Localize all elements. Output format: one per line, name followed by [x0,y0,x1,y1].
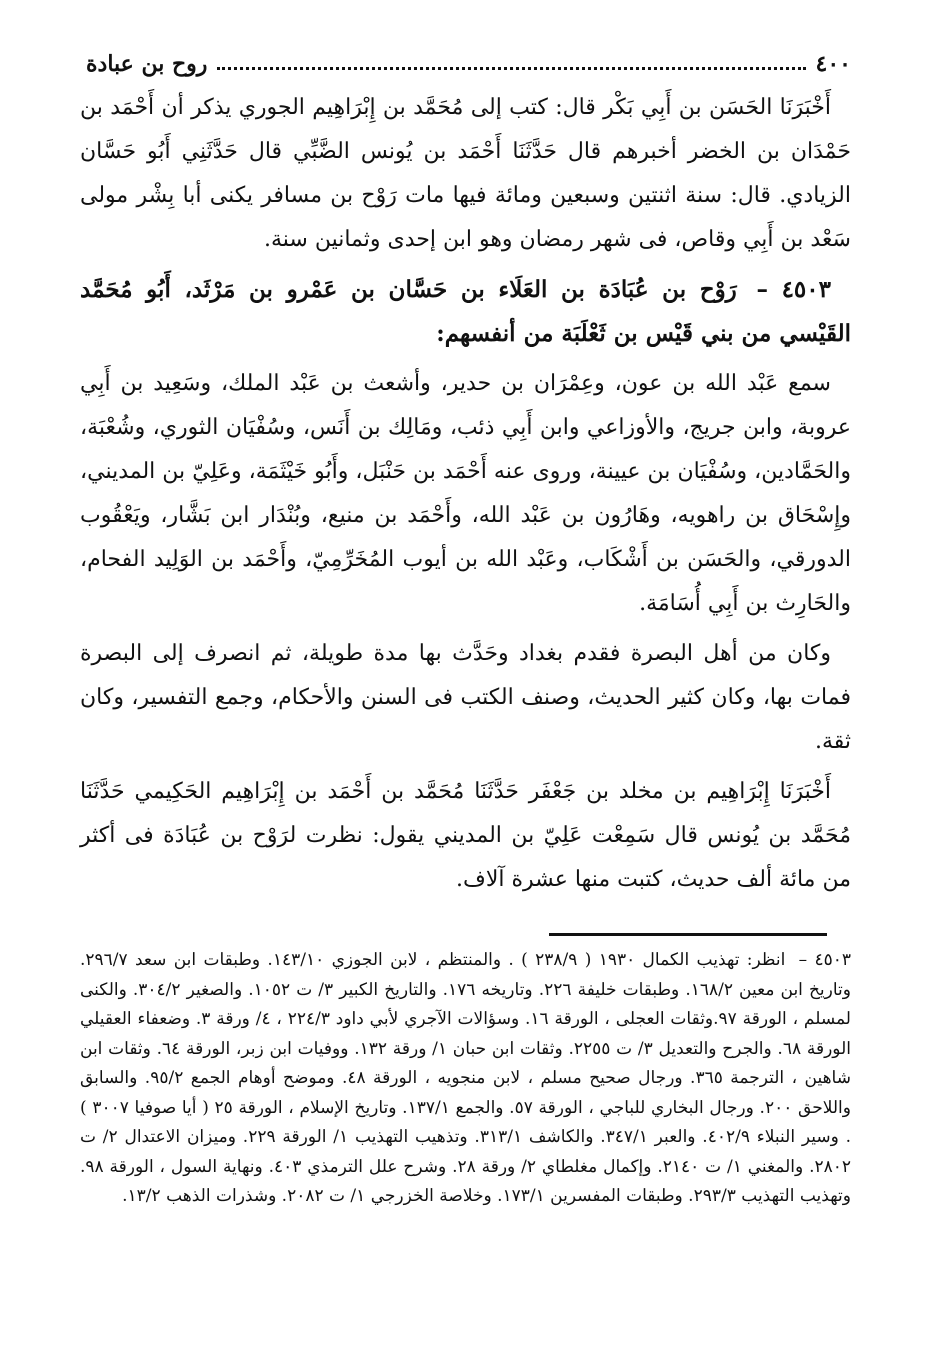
entry-heading [80,268,851,356]
running-header [86,44,851,84]
paragraph-biography: وكان من أهل البصرة فقدم بغداد وحَدَّث بها مدة طويلة، ثم انصرف إلى البصرة فمات بها، وكان كثير الحديث، وصنف الكتب فى السنن والأحكام، وجمع التفسير، وكان ثقة. [80,641,851,754]
footnote-text: انظر: تهذيب الكمال ١٩٣٠ ( ٢٣٨/٩ ) . والمنتظم ، لابن الجوزي ١٤٣/١٠. وطبقات ابن سعد ٢٩٦/٧. وتاريخ ابن معين ١٦٨/٢. وطبقات خليفة ٢٢٦. وتاريخه ١٧٦. والتاريخ الكبير ٣/ ت ١٠٥٢. والصغير ٣٠٤/٢. والكنى لمسلم ، الورقة ٩٧.وثقات العجلى ، الورقة ١٦. وسؤالات الآجري لأبي داود ٢٢٤/٣ ، ٤/ ورقة ٣. وضعفاء العقيلي الورقة ٦٨. والجرح والتعديل ٣/ ت ٢٢٥٥. وثقات ابن حبان ١/ ورقة ١٣٢. ووفيات ابن زبر، الورقة ٦٤. وثقات ابن شاهين ، الترجمة ٣٦٥. ورجال صحيح مسلم ، لابن منجويه ، الورقة ٤٨. وموضح أوهام الجمع ٩٥/٢. والسابق واللاحق ٢٠٠. ورجال البخاري للباجي ، الورقة ٥٧. والجمع ١٣٧/١. وتاريخ الإسلام ، الورقة ٢٥ ( أيا صوفيا ٣٠٠٧ ) . وسير النبلاء ٤٠٢/٩. والعبر ٣٤٧/١. والكاشف ٣١٣/١. وتذهيب التهذيب ١/ الورقة ٢٢٩. وميزان الاعتدال ٢/ ت ٢٨٠٢. والمغني ١/ ت ٢١٤٠. وإكمال مغلطاي ٢/ ورقة ٢٨. وشرح علل الترمذي ٤٠٣. ونهاية السول ، الورقة ٩٨. وتهذيب التهذيب ٢٩٣/٣. وطبقات المفسرين ١٧٣/١. وخلاصة الخزرجي ١/ ت ٢٠٨٢. وشذرات الذهب ١٣/٢. [80,950,852,1206]
paragraph-isnad-2: أَخْبَرَنَا إِبْرَاهِيم بن مخلد بن جَعْفَر حَدَّثَنَا مُحَمَّد بن أَحْمَد بن إِبْرَاهِيم الحَكِيمي حَدَّثَنَا مُحَمَّد بن يُونس قال سَمِعْت عَلِيّ بن المديني يقول: نظرت لرَوْح بن عُبَادَة فى أكثر من مائة ألف حديث، كتبت منها عشرة آلاف. [80,779,851,892]
entry-number: ٤٥٠٣ – [756,276,831,303]
entry-heading-text: رَوْح بن عُبَادَة بن العَلَاء بن حَسَّان بن عَمْرو بن مَرْثَد، أَبُو مُحَمَّد القَيْسي من بني قَيْس بن ثَعْلَبَة من أنفسهم: [80,276,851,347]
paragraph-teachers-students: سمع عَبْد الله بن عون، وعِمْرَان بن حدير، وأشعث بن عَبْد الملك، وسَعِيد بن أَبِي عروبة، وابن جريج، والأوزاعي وابن أَبِي ذئب، ومَالِك بن أَنَس، وسُفْيَان الثوري، وشُعْبَة، والحَمَّادين، وسُفْيَان بن عيينة، وروى عنه أَحْمَد بن حَنْبَل، وأَبُو خَيْثَمَة، وعَلِيّ بن المديني، وإِسْحَاق بن راهويه، وهَارُون بن عَبْد الله، وأَحْمَد بن منيع، وبُنْدَار ابن بَشَّار، ويَعْقُوب الدورقي، والحَسَن بن أَشْكَاب، وعَبْد الله بن أيوب المُخَرِّمِيّ، وأَحْمَد بن الوَلِيد الفحام، والحَارِث بن أَبِي أُسَامَة. [80,371,851,616]
paragraph-isnad-1: أَخْبَرَنَا الحَسَن بن أَبِي بَكْر قال: كتب إلى مُحَمَّد بن إِبْرَاهِيم الجوري يذكر أن أَحْمَد بن حَمْدَان بن الخضر أخبرهم قال حَدَّثَنَا أَحْمَد بن يُونس الضَّبِّي قال حَدَّثَنِي أَبُو حَسَّان الزيادي. قال: سنة اثنتين وسبعين ومائة فيها مات رَوْح بن مسافر يكنى أبا بِشْر مولى سَعْد بن أَبِي وقاص، فى شهر رمضان وهو ابن إحدى وثمانين سنة. [80,95,851,252]
footnote-number: ٤٥٠٣ – [798,950,852,970]
running-title: روح بن عبادة [86,51,208,77]
footnote-paragraph [80,946,851,1212]
main-text [80,86,851,902]
page-number: ٤٠٠ [815,51,851,77]
footnote-separator [549,933,827,936]
footnote [80,946,851,1212]
header-dot-leader [217,67,805,70]
